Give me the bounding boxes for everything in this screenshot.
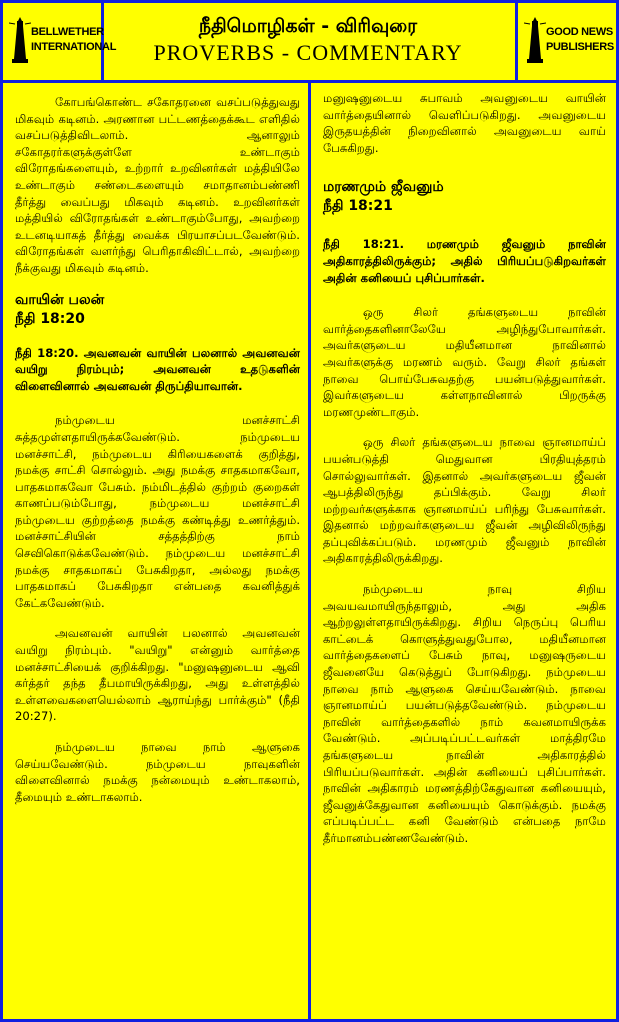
lighthouse-icon (9, 15, 31, 65)
right-column (311, 80, 616, 1016)
title-tamil: நீதிமொழிகள் - விரிவுரை (198, 15, 418, 37)
logo-left-line2: INTERNATIONAL (31, 41, 117, 53)
lighthouse-icon (524, 15, 546, 65)
paragraph: கோபங்கொண்ட சகோதரனை வசப்படுத்துவது மிகவும் கடினம். அரணான பட்டணத்தைக்கூட எளிதில் வசப்படுத்திவிடலாம். ஆனாலும் சகோதரர்களுக்குள்ளே உண்டாகும் விரோதங்களையும், உற்றார் உறவினர்கள் மத்தியிலே உண்டாகும் சண்டைகளையும் சமாதானம்பண்ணி தீர்த்து வைப்பது மிகவும் கடினம். உறவினர்கள் மத்தியில் விரோதங்கள் உண்டாகும்போது, அவற்றை உடனடியாகத் தீர்த்து வைக்க பிரயாசப்படவேண்டும். விரோதங்கள் வளர்ந்து பெரிதாகிவிட்டால், அவற்றை நீக்குவது மிகவும் கடினம். (15, 95, 300, 275)
section-reference: நீதி 18:20 (15, 310, 85, 327)
paragraph: நம்முடைய நாவு சிறிய அவயவமாயிருந்தாலும், அது அதிக ஆற்றலுள்ளதாயிருக்கிறது. சிறிய நெருப்பு பெரிய காட்டைக் கொளுத்துவதுபோல, மதியீனமான வார்த்தைகளைப் பேசும் நாவு, மனுஷருடைய ஜீவனையே கெடுத்துப் போடுகிறது. நம்முடைய நாவை நாம் ஆளுகை செய்யவேண்டும். நாவை ஞானமாய்ப் பயன்படுத்தவேண்டும். நம்முடைய நாவின் வார்த்தைகளில் நாம் கவனமாயிருக்க வேண்டும். அப்படிப்பட்டவர்கள் மாத்திரமே தங்களுடைய நாவின் அதிகாரத்தில் பிரியப்படுவார்கள். அதின் கனியைப் புசிப்பார்கள். நாவின் அதிகாரம் மரணத்திற்கேதுவான கனியையும், ஜீவனுக்கேதுவான கனியையும் கொடுக்கும். நமக்கு எப்படிப்பட்ட கனி வேண்டும் என்பதை நாமே தீர்மானம்பண்ணவேண்டும். (323, 582, 606, 845)
paragraph: ஒரு சிலர் தங்களுடைய நாவின் வார்த்தைகளினாலேயே அழிந்துபோவார்கள். அவர்களுடைய மதியீனமான நாவினால் அவர்களுக்கு மரணம் வரும். வேறு சிலர் தங்கள் நாவை பொய்பேசுவதற்கு பயன்படுத்துவார்கள். இவர்களுடைய கள்ளநாவினால் பிறருக்கு மரணமுண்டாகும். (323, 305, 606, 419)
logo-right-line1: GOOD NEWS (546, 26, 613, 38)
bellwether-logo (3, 3, 117, 80)
verse-text: நீதி 18:21. மரணமும் ஜீவனும் நாவின் அதிகாரத்திலிருக்கும்; அதில் பிரியப்படுகிறவர்கள் அதின் கனியைப் புசிப்பார்கள். (323, 237, 606, 285)
section-heading (323, 178, 606, 216)
good-news-logo (515, 3, 616, 80)
section-title: மரணமும் ஜீவனும் (323, 179, 444, 196)
paragraph: நம்முடைய மனச்சாட்சி சுத்தமுள்ளதாயிருக்கவேண்டும். நம்முடைய மனச்சாட்சி, நம்முடைய கிரியைகளைக் குறித்து, நமக்கு சாட்சி சொல்லும். அது நமக்கு சாதகமாகவோ, பாதகமாகவோ பேசும். நம்மிடத்தில் குற்றம் குறைகள் காணப்படும்போது, நம்முடைய மனச்சாட்சி நம்முடைய குற்றத்தை நமக்கு கண்டித்து உணர்த்தும். மனச்சாட்சியின் சத்தத்திற்கு நாம் செவிகொடுக்கவேண்டும். நம்முடைய மனச்சாட்சி நமக்கு சாதகமாகப் பேசுகிறதா, அல்லது நமக்கு பாதகமாகப் பேசுகிறதா என்பதை கவனித்துக் கேட்கவேண்டும். (15, 413, 300, 610)
section-reference: நீதி 18:21 (323, 198, 393, 215)
paragraph: அவனவன் வாயின் பலனால் அவனவன் வயிறு நிரம்பும். "வயிறு" என்னும் வார்த்தை மனச்சாட்சியைக் குறிக்கிறது. "மனுஷனுடைய ஆவி கர்த்தர் தந்த தீபமாயிருக்கிறது, அது உள்ளத்தில் உள்ளவைகளையெல்லாம் ஆராய்ந்து பார்க்கும்" (நீதி 20:27). (15, 626, 300, 724)
left-column (3, 80, 308, 1016)
logo-right-line2: PUBLISHERS (546, 41, 614, 53)
title-block (104, 3, 512, 80)
section-heading (15, 291, 300, 329)
paragraph: நம்முடைய நாவை நாம் ஆளுகை செய்யவேண்டும். நம்முடைய நாவுகளின் விளைவினால் நமக்கு நன்மையும் உண்டாகலாம், தீமையும் உண்டாகலாம். (15, 740, 300, 804)
logo-left-line1: BELLWETHER (31, 26, 104, 38)
verse-text: நீதி 18:20. அவனவன் வாயின் பலனால் அவனவன் வயிறு நிரம்பும்; அவனவன் உதடுகளின் விளைவினால் அவனவன் திருப்தியாவான். (15, 345, 300, 393)
title-english: PROVERBS - COMMENTARY (153, 40, 463, 65)
page-header (3, 3, 616, 83)
section-title: வாயின் பலன் (15, 291, 105, 308)
paragraph: மனுஷனுடைய சுபாவம் அவனுடைய வாயின் வார்த்தையினால் வெளிப்படுகிறது. அவனுடைய இருதயத்தின் நிறைவினால் அவனுடைய வாய் பேசுகிறது. (323, 91, 606, 155)
paragraph: ஒரு சிலர் தங்களுடைய நாவை ஞானமாய்ப் பயன்படுத்தி மெதுவான பிரதியுத்தரம் சொல்லுவார்கள். இதனால் அவர்களுடைய ஜீவன் ஆபத்திலிருந்து தப்பிக்கும். வேறு சிலர் மற்றவர்களுக்காக ஞானமாய்ப் பரிந்து பேசுவார்கள். இதனால் மற்றவர்களுடைய ஜீவன் அழிவிலிருந்து தப்புவிக்கப்படும். மரணமும் ஜீவனும் நாவின் அதிகாரத்திலிருக்கிறது. (323, 435, 606, 566)
